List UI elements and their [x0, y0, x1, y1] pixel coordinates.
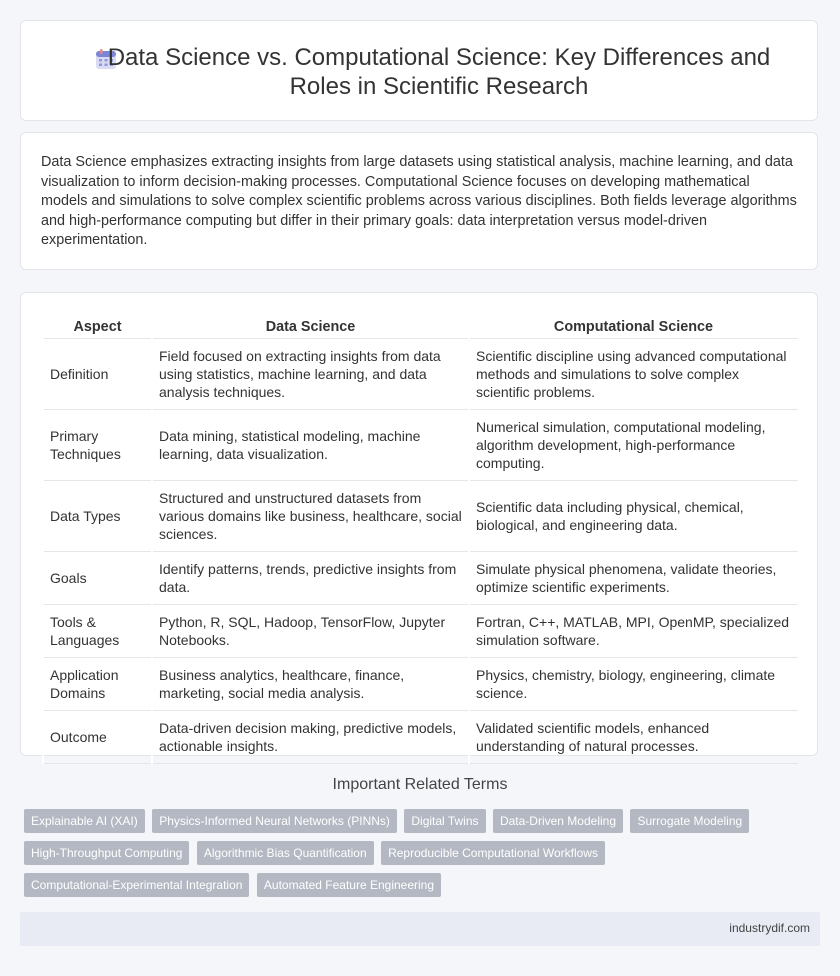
computational-science-cell: Physics, chemistry, biology, engineering, climate science. [469, 658, 798, 711]
computational-science-cell: Simulate physical phenomena, validate theories, optimize scientific experiments. [469, 552, 798, 605]
header-computational-science: Computational Science [469, 313, 798, 339]
data-science-cell: Python, R, SQL, Hadoop, TensorFlow, Jupyter Notebooks. [152, 605, 469, 658]
data-science-cell: Data-driven decision making, predictive models, actionable insights. [152, 711, 469, 764]
tag-surrogate-modeling[interactable]: Surrogate Modeling [630, 809, 749, 833]
aspect-cell: Application Domains [43, 658, 152, 711]
data-science-cell: Identify patterns, trends, predictive insights from data. [152, 552, 469, 605]
table-row [43, 481, 798, 552]
intro-card [20, 132, 818, 270]
aspect-cell: Data Types [43, 481, 152, 552]
data-science-cell: Business analytics, healthcare, finance, marketing, social media analysis. [152, 658, 469, 711]
table-row [43, 410, 798, 481]
computational-science-cell: Scientific data including physical, chemical, biological, and engineering data. [469, 481, 798, 552]
comparison-table-card [20, 292, 818, 756]
header-data-science: Data Science [152, 313, 469, 339]
footer-site[interactable]: industrydif.com [729, 921, 810, 935]
aspect-cell: Primary Techniques [43, 410, 152, 481]
page-title: Data Science vs. Computational Science: Key Differences and Roles in Scientific Research [107, 44, 771, 100]
aspect-cell: Tools & Languages [43, 605, 152, 658]
table-row [43, 711, 798, 764]
tag-pinns[interactable]: Physics-Informed Neural Networks (PINNs) [152, 809, 397, 833]
tag-high-throughput-computing[interactable]: High-Throughput Computing [24, 841, 189, 865]
tag-computational-experimental-integration[interactable]: Computational-Experimental Integration [24, 873, 249, 897]
related-terms-title: Important Related Terms [332, 776, 508, 793]
computational-science-cell: Numerical simulation, computational modeling, algorithm development, high-performance computing. [469, 410, 798, 481]
tag-automated-feature-engineering[interactable]: Automated Feature Engineering [257, 873, 441, 897]
aspect-cell: Outcome [43, 711, 152, 764]
tag-algorithmic-bias-quantification[interactable]: Algorithmic Bias Quantification [197, 841, 374, 865]
computational-science-cell: Validated scientific models, enhanced understanding of natural processes. [469, 711, 798, 764]
computational-science-cell: Fortran, C++, MATLAB, MPI, OpenMP, specialized simulation software. [469, 605, 798, 658]
intro-paragraph: Data Science emphasizes extracting insights from large datasets using statistical analysis, machine learning, and data visualization to inform decision-making processes. Computational Science focuses on developing mathematical models and simulations to solve complex scientific problems across various disciplines. Both fields leverage algorithms and high-performance computing but differ in their primary goals: data interpretation versus model-driven experimentation. [41, 154, 797, 248]
comparison-table [42, 313, 798, 764]
tag-digital-twins[interactable]: Digital Twins [404, 809, 485, 833]
header-card [20, 20, 818, 121]
computational-science-cell: Scientific discipline using advanced computational methods and simulations to solve complex scientific problems. [469, 339, 798, 410]
table-header-row [43, 313, 798, 339]
footer [20, 912, 820, 946]
table-row [43, 552, 798, 605]
header-aspect: Aspect [43, 313, 152, 339]
tag-reproducible-workflows[interactable]: Reproducible Computational Workflows [381, 841, 605, 865]
tag-data-driven-modeling[interactable]: Data-Driven Modeling [493, 809, 623, 833]
related-terms-tags [24, 809, 814, 905]
aspect-cell: Goals [43, 552, 152, 605]
data-science-cell: Field focused on extracting insights from data using statistics, machine learning, and data analysis techniques. [152, 339, 469, 410]
data-science-cell: Data mining, statistical modeling, machine learning, data visualization. [152, 410, 469, 481]
table-row [43, 339, 798, 410]
table-row [43, 658, 798, 711]
table-row [43, 605, 798, 658]
tag-explainable-ai[interactable]: Explainable AI (XAI) [24, 809, 145, 833]
data-science-cell: Structured and unstructured datasets from various domains like business, healthcare, social sciences. [152, 481, 469, 552]
aspect-cell: Definition [43, 339, 152, 410]
